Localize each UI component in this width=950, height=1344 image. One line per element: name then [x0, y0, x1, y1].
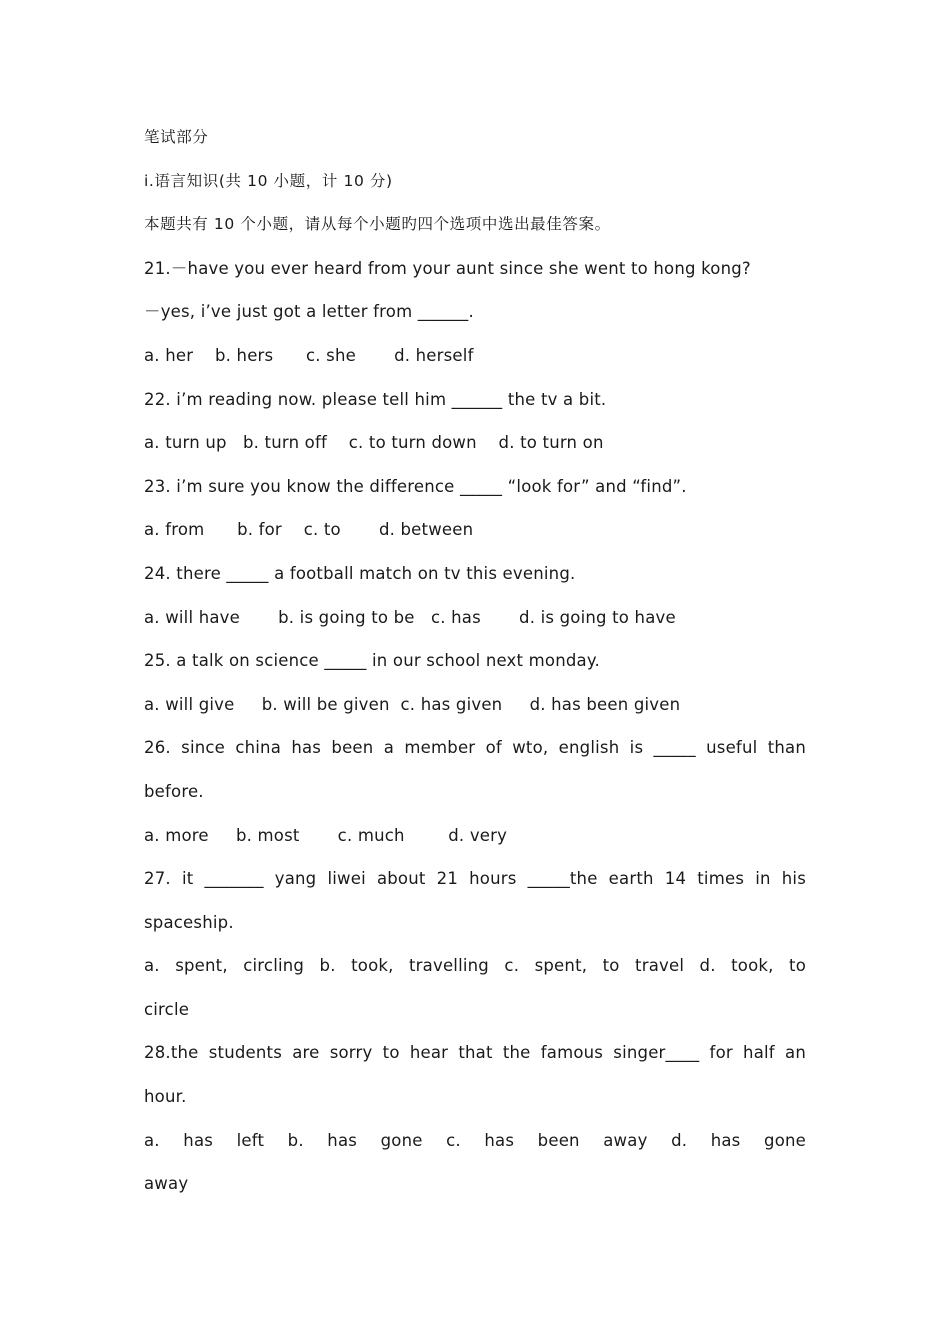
question-25-stem: 25. a talk on science _____ in our school next monday.	[144, 651, 600, 671]
question-21-stem-line-1: 21.－have you ever heard from your aunt since she went to hong kong?	[144, 258, 751, 278]
question-26-stem-line-2: before.	[144, 781, 204, 801]
question-28-stem-line-2: hour.	[144, 1087, 187, 1107]
document-content	[144, 116, 806, 1206]
instructions: 本题共有 10 个小题，请从每个小题旳四个选项中选出最佳答案。	[144, 215, 611, 234]
question-28-options-line-2: away	[144, 1174, 189, 1194]
question-26-options: a. more b. most c. much d. very	[144, 825, 508, 845]
question-22-options: a. turn up b. turn off c. to turn down d. to turn on	[144, 433, 604, 453]
question-27-options-line-2: circle	[144, 999, 190, 1019]
part-title: ⅰ.语言知识(共 10 小题，计 10 分)	[144, 171, 393, 190]
question-25-options: a. will give b. will be given c. has given d. has been given	[144, 694, 681, 714]
question-23-options: a. from b. for c. to d. between	[144, 520, 474, 540]
question-24-options: a. will have b. is going to be c. has d. is going to have	[144, 607, 676, 627]
question-28-options-line-1: a. has left b. has gone c. has been away d. has gone	[144, 1130, 806, 1150]
question-27-stem-line-2: spaceship.	[144, 912, 234, 932]
question-27-options-line-1: a. spent, circling b. took, travelling c. spent, to travel d. took, to	[144, 956, 806, 976]
question-21-stem-line-2: －yes, i’ve just got a letter from ______.	[144, 302, 474, 322]
question-28-stem-line-1: 28.the students are sorry to hear that the famous singer____ for half an	[144, 1043, 806, 1063]
question-23-stem: 23. i’m sure you know the difference _____ “look for” and “find”.	[144, 476, 687, 496]
question-24-stem: 24. there _____ a football match on tv this evening.	[144, 563, 576, 583]
question-26-stem-line-1: 26. since china has been a member of wto, english is _____ useful than	[144, 738, 806, 758]
section-title: 笔试部分	[144, 128, 209, 146]
question-27-stem-line-1: 27. it _______ yang liwei about 21 hours _____the earth 14 times in his	[144, 869, 806, 889]
question-22-stem: 22. i’m reading now. please tell him ______ the tv a bit.	[144, 389, 607, 409]
question-21-options: a. her b. hers c. she d. herself	[144, 345, 474, 365]
